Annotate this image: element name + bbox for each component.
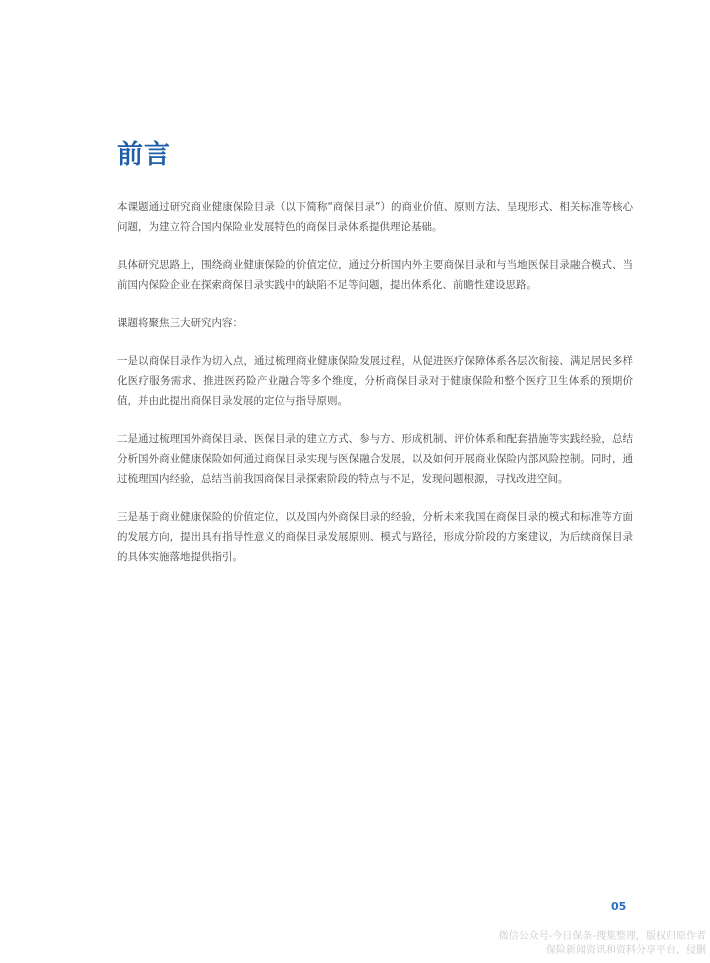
paragraph-focus: 课题将聚焦三大研究内容： <box>117 317 243 329</box>
paragraph-second-content: 二是通过梳理国外商保目录、医保目录的建立方式、参与方、形成机制、评价体系和配套措施等实践经验，总结分析国外商业健康保险如何通过商保目录实现与医保融合发展，以及如何开展商业保险内部风险控制。同时，通过梳理国内经验，总结当前我国商保目录探索阶段的特点与不足，发现问题根源，寻找改进空间。 <box>117 433 633 485</box>
paragraph-intro: 本课题通过研究商业健康保险目录（以下简称“商保目录”）的商业价值、原则方法、呈现形式、相关标准等核心问题，为建立符合国内保险业发展特色的商保目录体系提供理论基础。 <box>117 201 633 233</box>
paragraph-approach: 具体研究思路上，围绕商业健康保险的价值定位，通过分析国内外主要商保目录和与当地医保目录融合模式、当前国内保险企业在探索商保目录实践中的缺陷不足等问题，提出体系化、前瞻性建设思路。 <box>117 259 633 291</box>
page-number: 05 <box>611 900 627 913</box>
watermark-line-2: 保险新闻资讯和资料分享平台，侵删 <box>546 945 706 956</box>
paragraph-third-content: 三是基于商业健康保险的价值定位，以及国内外商保目录的经验，分析未来我国在商保目录的模式和标准等方面的发展方向，提出具有指导性意义的商保目录发展原则、模式与路径，形成分阶段的方案建议，为后续商保目录的具体实施落地提供指引。 <box>117 511 633 563</box>
watermark <box>406 930 706 958</box>
paragraph-first-content: 一是以商保目录作为切入点，通过梳理商业健康保险发展过程，从促进医疗保障体系各层次衔接、满足居民多样化医疗服务需求、推进医药险产业融合等多个维度，分析商保目录对于健康保险和整个医疗卫生体系的预期价值，并由此提出商保目录发展的定位与指导原则。 <box>117 355 633 407</box>
page-title: 前言 <box>117 140 172 170</box>
body-content <box>117 197 633 585</box>
watermark-line-1: 微信公众号-今日保条-搜集整理，版权归原作者 <box>498 931 706 942</box>
